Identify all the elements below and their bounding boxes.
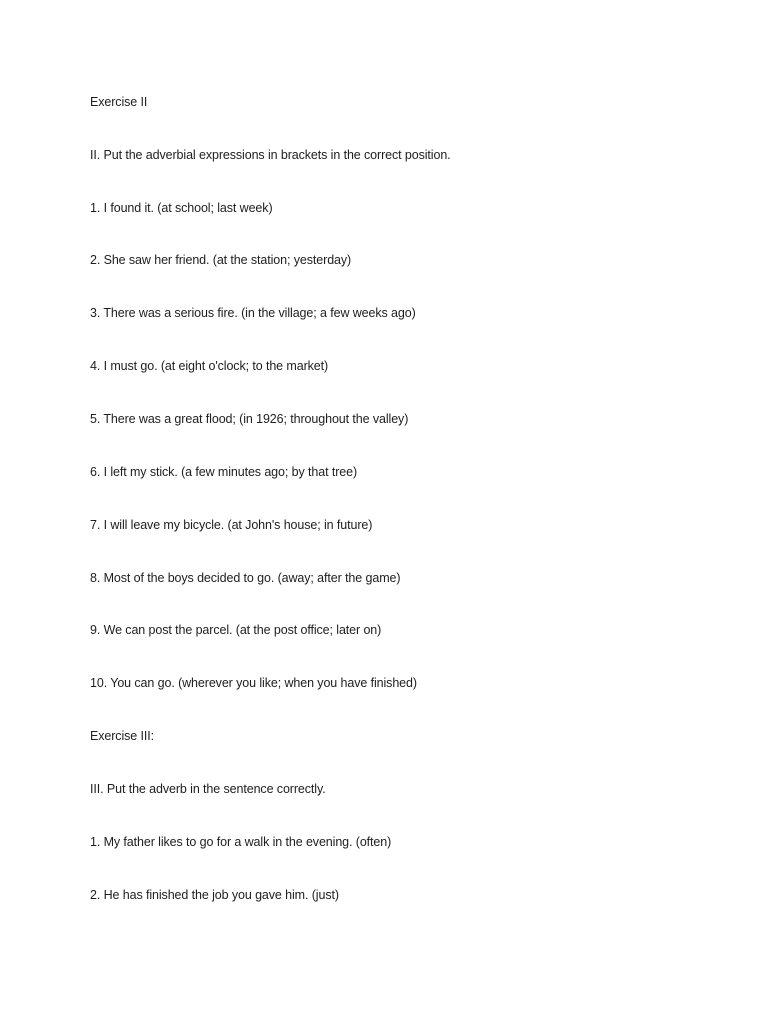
exercise-3-heading: Exercise III: [90, 729, 154, 743]
exercise-2-item-2: 2. She saw her friend. (at the station; yesterday) [90, 253, 352, 267]
exercise-2-item-6: 6. I left my stick. (a few minutes ago; by that tree) [90, 465, 358, 479]
exercise-2-item-8: 8. Most of the boys decided to go. (away; after the game) [90, 571, 401, 585]
exercise-2-item-9: 9. We can post the parcel. (at the post office; later on) [90, 623, 382, 637]
exercise-3-item-2: 2. He has finished the job you gave him. (just) [90, 888, 339, 902]
exercise-2-item-4: 4. I must go. (at eight o'clock; to the market) [90, 359, 329, 373]
exercise-2-heading: Exercise II [90, 95, 148, 109]
exercise-2-item-7: 7. I will leave my bicycle. (at John's house; in future) [90, 518, 373, 532]
exercise-2-item-1: 1. I found it. (at school; last week) [90, 201, 273, 215]
exercise-3-instruction: III. Put the adverb in the sentence correctly. [90, 782, 326, 796]
exercise-2-item-3: 3. There was a serious fire. (in the village; a few weeks ago) [90, 306, 416, 320]
exercise-2-instruction: II. Put the adverbial expressions in brackets in the correct position. [90, 148, 451, 162]
exercise-2-item-5: 5. There was a great flood; (in 1926; throughout the valley) [90, 412, 409, 426]
exercise-3-item-1: 1. My father likes to go for a walk in the evening. (often) [90, 835, 392, 849]
exercise-2-item-10: 10. You can go. (wherever you like; when you have finished) [90, 676, 417, 690]
